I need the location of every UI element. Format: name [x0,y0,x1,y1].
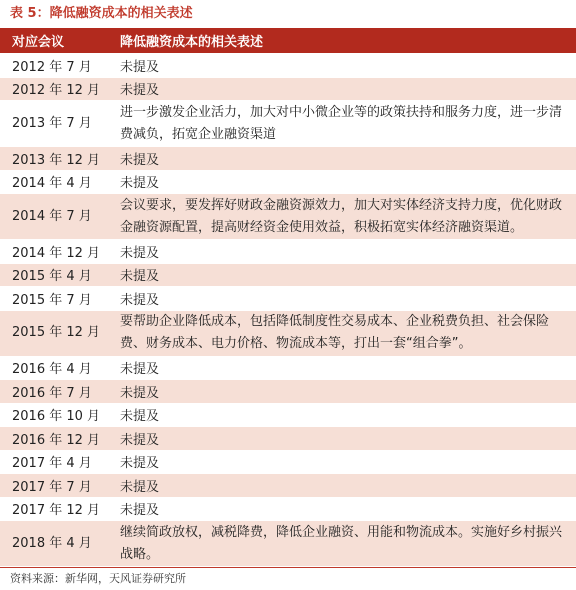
cell-statement: 未提及 [108,263,576,287]
table-row [0,147,576,171]
table-row [0,194,576,240]
cell-statement: 会议要求，要发挥好财政金融资源效力，加大对实体经济支持力度，优化财政金融资源配置，提高财经资金使用效益，积极拓宽实体经济融资渠道。 [108,194,576,240]
table-row [0,77,576,101]
cell-statement: 未提及 [108,427,576,451]
cell-statement: 未提及 [108,380,576,404]
cell-meeting-date: 2016 年 7 月 [0,380,108,404]
cell-statement: 未提及 [108,170,576,194]
cell-statement: 未提及 [108,474,576,498]
cell-statement: 未提及 [108,287,576,311]
table-row [0,497,576,521]
table-row [0,54,576,78]
cell-meeting-date: 2017 年 7 月 [0,474,108,498]
cell-statement: 要帮助企业降低成本，包括降低制度性交易成本、企业税费负担、社会保险费、财务成本、电力价格、物流成本等，打出一套“组合拳”。 [108,310,576,356]
cell-meeting-date: 2016 年 4 月 [0,356,108,380]
table-body [0,54,576,567]
cell-meeting-date: 2013 年 12 月 [0,147,108,171]
cell-statement: 未提及 [108,54,576,78]
cell-meeting-date: 2014 年 4 月 [0,170,108,194]
cell-statement: 未提及 [108,240,576,264]
table-row [0,450,576,474]
table-row [0,380,576,404]
column-header-meeting: 对应会议 [0,28,108,54]
cell-statement: 未提及 [108,497,576,521]
cell-meeting-date: 2018 年 4 月 [0,521,108,567]
cell-meeting-date: 2012 年 7 月 [0,54,108,78]
column-header-statement: 降低融资成本的相关表述 [108,28,576,54]
cell-statement: 未提及 [108,450,576,474]
cell-meeting-date: 2014 年 12 月 [0,240,108,264]
table-row [0,356,576,380]
cell-statement: 未提及 [108,77,576,101]
cell-meeting-date: 2015 年 7 月 [0,287,108,311]
table-row [0,427,576,451]
cell-meeting-date: 2015 年 12 月 [0,310,108,356]
table-header [0,28,576,54]
cell-statement: 继续简政放权，减税降费，降低企业融资、用能和物流成本。实施好乡村振兴战略。 [108,521,576,567]
cell-statement: 进一步激发企业活力，加大对中小微企业等的政策扶持和服务力度，进一步清费减负，拓宽企业融资渠道 [108,101,576,147]
table-row [0,287,576,311]
cell-meeting-date: 2016 年 12 月 [0,427,108,451]
source-note: 资料来源：新华网，天风证券研究所 [0,567,576,590]
header-row [0,28,576,54]
cell-statement: 未提及 [108,403,576,427]
table-row [0,263,576,287]
cell-meeting-date: 2012 年 12 月 [0,77,108,101]
table-row [0,240,576,264]
table-row [0,403,576,427]
data-table [0,28,576,567]
cell-statement: 未提及 [108,356,576,380]
table-row [0,101,576,147]
table-row [0,474,576,498]
cell-meeting-date: 2013 年 7 月 [0,101,108,147]
table-row [0,170,576,194]
cell-meeting-date: 2017 年 4 月 [0,450,108,474]
cell-meeting-date: 2016 年 10 月 [0,403,108,427]
table-row [0,521,576,567]
cell-meeting-date: 2017 年 12 月 [0,497,108,521]
cell-meeting-date: 2015 年 4 月 [0,263,108,287]
table-row [0,310,576,356]
cell-statement: 未提及 [108,147,576,171]
cell-meeting-date: 2014 年 7 月 [0,194,108,240]
table-title: 表 5：降低融资成本的相关表述 [10,6,193,21]
